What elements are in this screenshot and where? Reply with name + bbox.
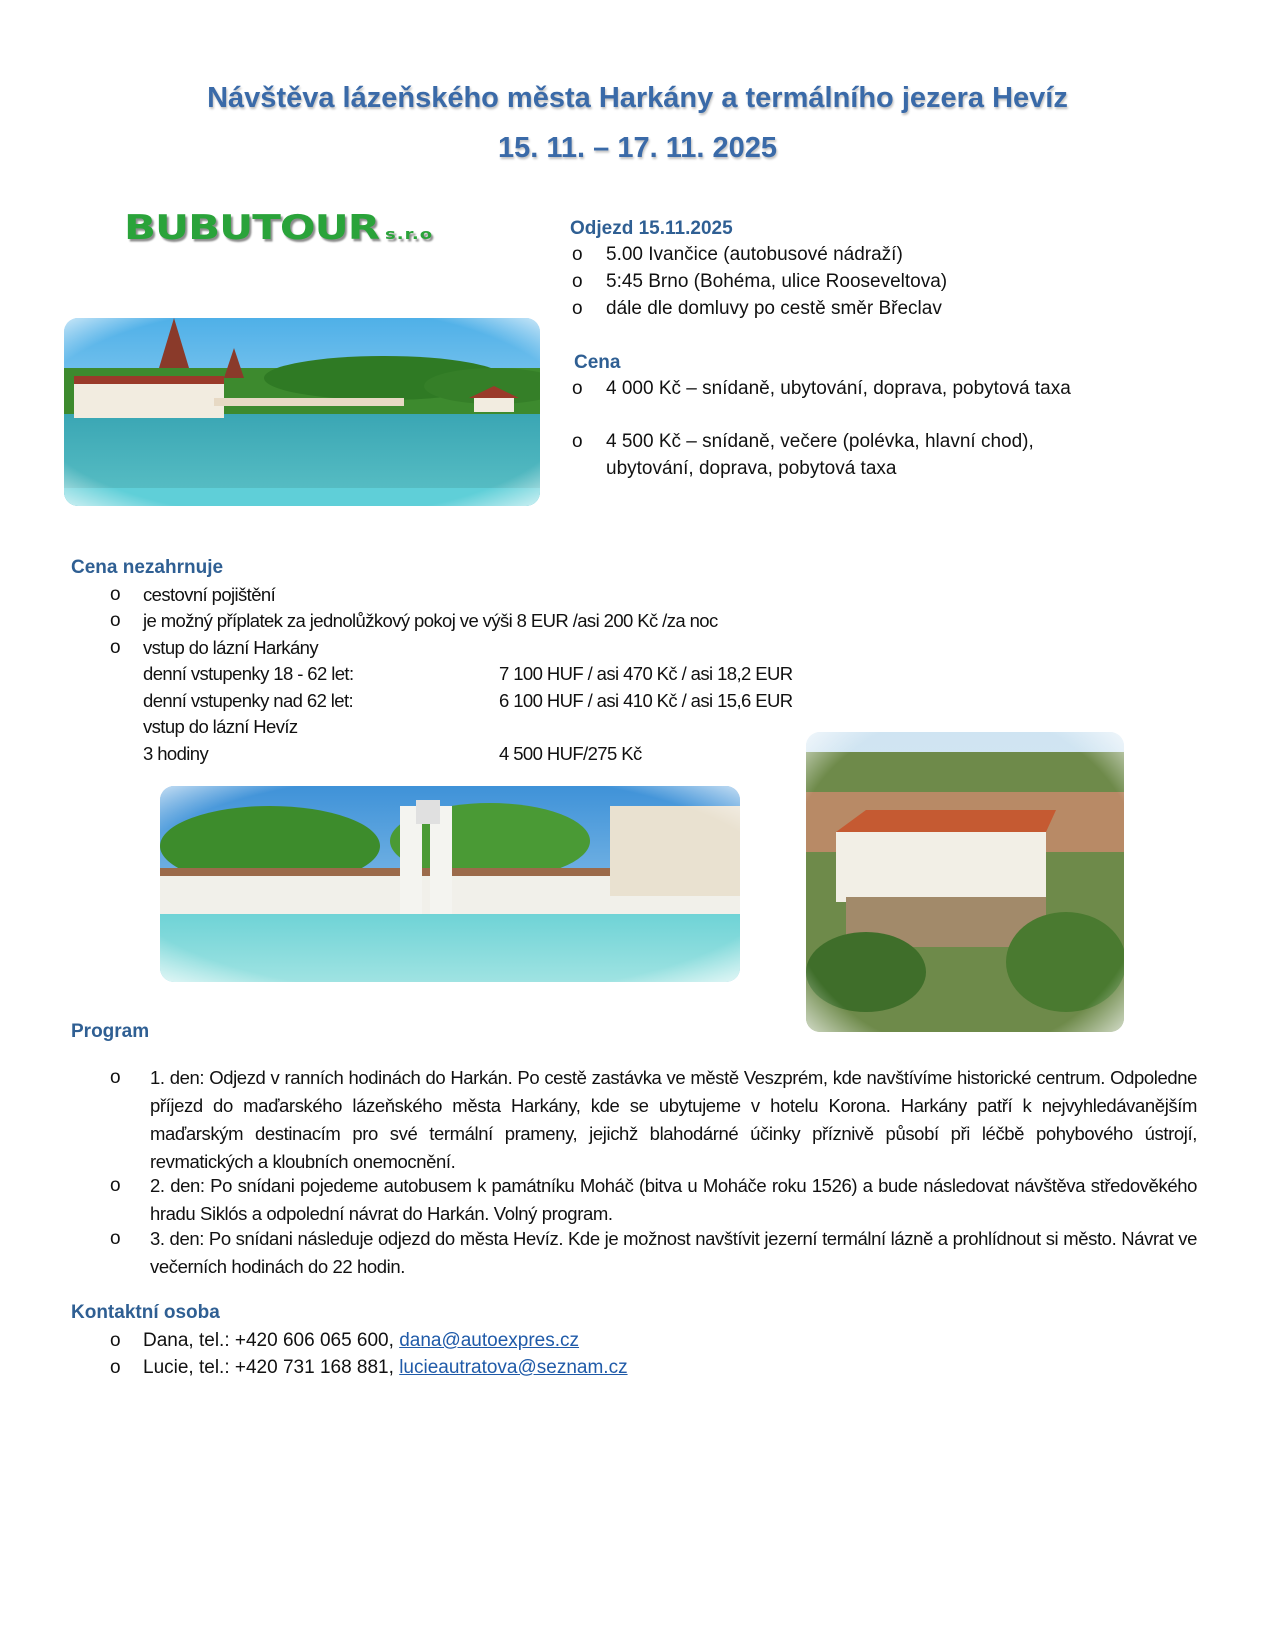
not-included-heading: Cena nezahrnuje: [71, 557, 224, 578]
program-heading: Program: [71, 1021, 150, 1042]
photo-heviz-lake: [64, 318, 540, 506]
contact-line-lucie: [143, 1357, 628, 1379]
contact-person: Lucie, tel.: +420 731 168 881,: [143, 1357, 400, 1378]
departure-item: dále dle domluvy po cestě směr Břeclav: [606, 298, 942, 319]
fee-value: 4 500 HUF/275 Kč: [499, 743, 642, 764]
not-included-item: cestovní pojištění: [143, 584, 276, 605]
page-dates: 15. 11. – 17. 11. 2025: [498, 132, 777, 164]
program-day-3: 3. den: Po snídani následuje odjezd do města Hevíz. Kde je možnost navštívit jezerní termální lázně a prohlídnout si město. Návrat ve večerních hodinách do 22 hodin.: [150, 1228, 1197, 1277]
bullet: o: [110, 1175, 121, 1196]
photo-siklos-castle: [806, 732, 1124, 1032]
company-logo: [124, 208, 433, 247]
email-link-dana[interactable]: dana@autoexpres.cz: [399, 1330, 580, 1351]
bullet: o: [572, 298, 583, 319]
bullet: o: [572, 431, 583, 452]
fee-label: denní vstupenky nad 62 let:: [143, 690, 354, 711]
bullet: o: [572, 244, 583, 265]
photo-harkany-spa: [160, 786, 740, 982]
fee-label: denní vstupenky 18 - 62 let:: [143, 663, 354, 684]
not-included-item: je možný příplatek za jednolůžkový pokoj ve výši 8 EUR /asi 200 Kč /za noc: [143, 610, 718, 631]
price-heading: Cena: [574, 352, 621, 373]
price-item-continued: ubytování, doprava, pobytová taxa: [606, 458, 897, 479]
email-link-lucie[interactable]: lucieautratova@seznam.cz: [399, 1357, 628, 1378]
bullet: o: [110, 1067, 121, 1088]
fee-label: 3 hodiny: [143, 743, 209, 764]
bullet: o: [572, 378, 583, 399]
not-included-item: vstup do lázní Harkány: [143, 637, 318, 658]
logo-suffix: s.r.o: [385, 226, 434, 244]
bullet: o: [572, 271, 583, 292]
contact-person: Dana, tel.: +420 606 065 600,: [143, 1330, 400, 1351]
departure-item: 5.00 Ivančice (autobusové nádraží): [606, 244, 903, 265]
bullet: o: [110, 1357, 121, 1378]
bullet: o: [110, 1330, 121, 1351]
bullet: o: [110, 1228, 121, 1249]
bullet: o: [110, 584, 121, 605]
bullet: o: [110, 637, 121, 658]
contact-heading: Kontaktní osoba: [71, 1302, 220, 1323]
contact-line-dana: [143, 1330, 579, 1352]
logo-text: BUBUTOUR: [124, 208, 380, 248]
bullet: o: [110, 610, 121, 631]
departure-item: 5:45 Brno (Bohéma, ulice Rooseveltova): [606, 271, 948, 292]
fee-value: 6 100 HUF / asi 410 Kč / asi 15,6 EUR: [499, 690, 793, 711]
price-item: 4 000 Kč – snídaně, ubytování, doprava, pobytová taxa: [606, 378, 1071, 399]
fee-value: 7 100 HUF / asi 470 Kč / asi 18,2 EUR: [499, 663, 793, 684]
departure-heading: Odjezd 15.11.2025: [570, 218, 733, 239]
price-item: 4 500 Kč – snídaně, večere (polévka, hlavní chod),: [606, 431, 1034, 452]
program-day-1: 1. den: Odjezd v ranních hodinách do Harkán. Po cestě zastávka ve městě Veszprém, kde navštívíme historické centrum. Odpoledne příjezd do maďarského lázeňského města Harkány, kde se ubytujeme v hotelu Korona. Harkány patří k nejvyhledávanějším maďarským destinacím pro své termální prameny, jejichž blahodárné účinky příznivě působí při léčbě pohybového ústrojí, revmatických a kloubních onemocnění.: [150, 1067, 1197, 1172]
program-day-2: 2. den: Po snídani pojedeme autobusem k památníku Moháč (bitva u Moháče roku 1526) a bude následovat návštěva středověkého hradu Siklós a odpolední návrat do Harkán. Volný program.: [150, 1175, 1197, 1224]
fee-label: vstup do lázní Hevíz: [143, 716, 298, 737]
page-title: Návštěva lázeňského města Harkány a termálního jezera Hevíz: [207, 82, 1068, 114]
